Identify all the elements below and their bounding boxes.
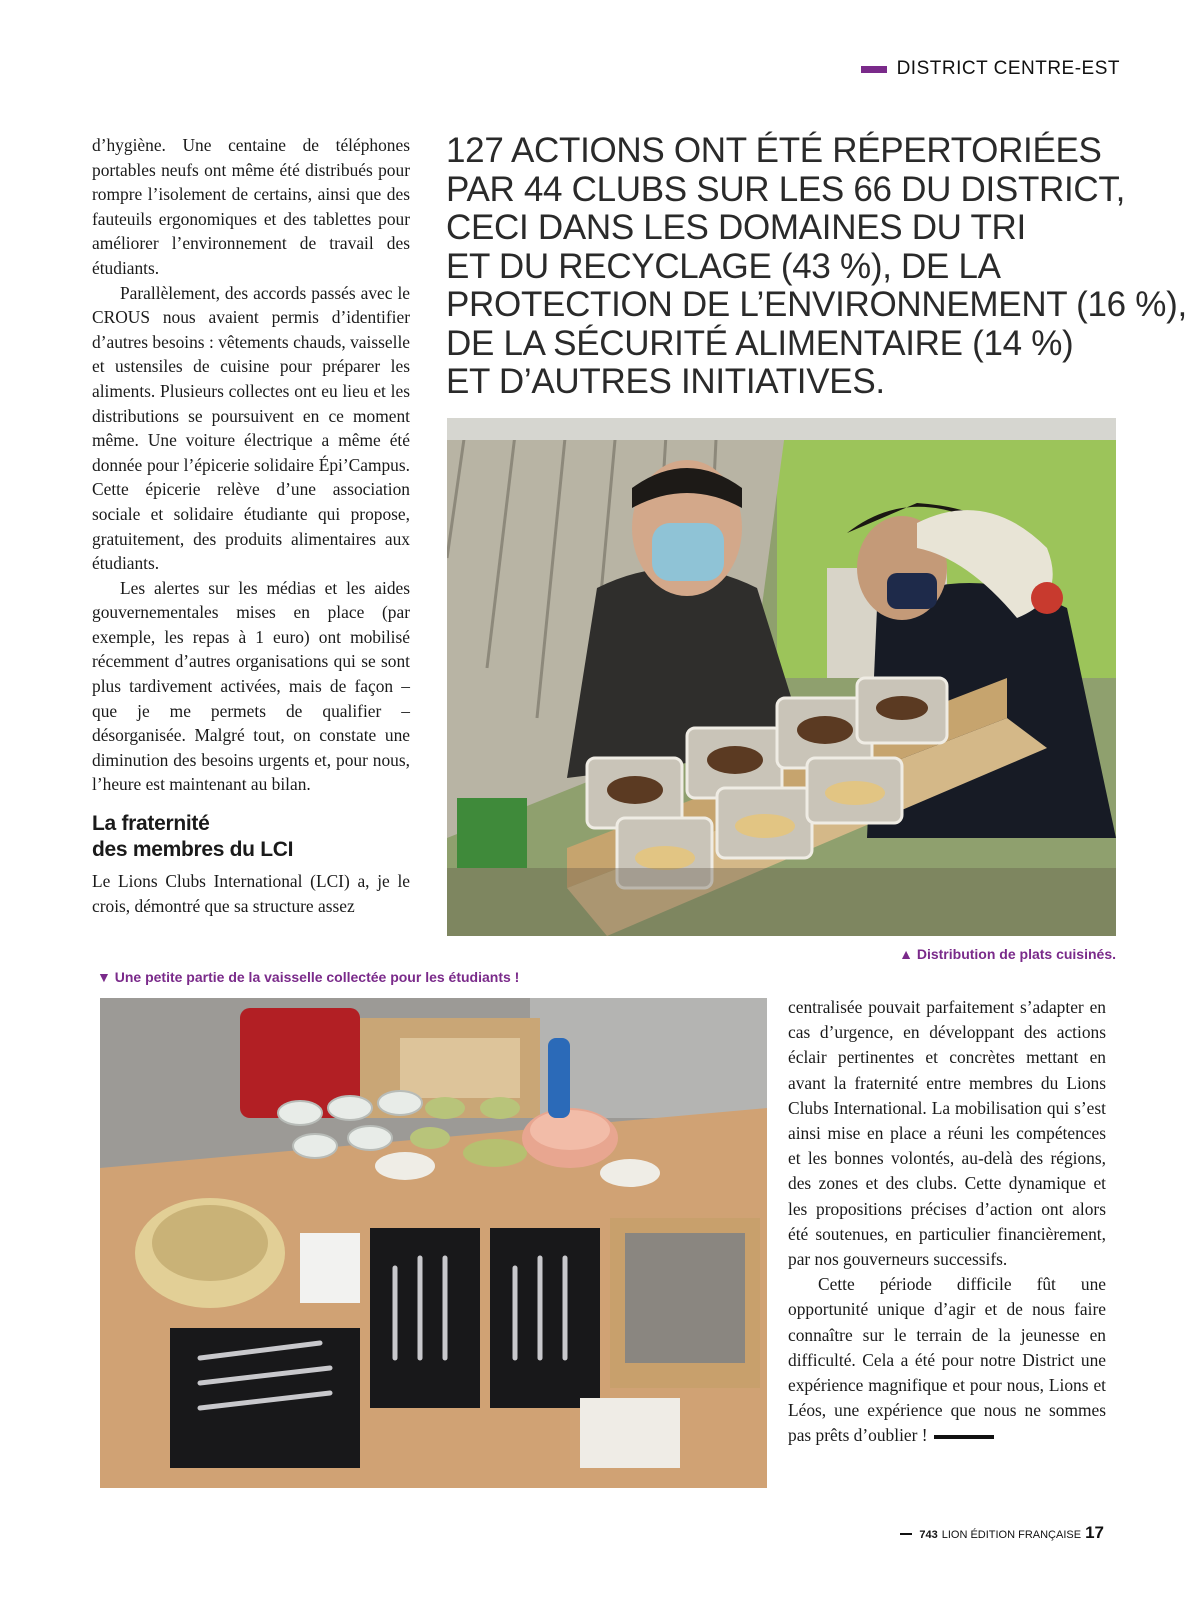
paragraph: Parallèlement, des accords passés avec le CROUS nous avaient permis d’identifier d’autres besoins : vêtements chauds, vaisselle et ustensiles de cuisine pour préparer les aliments. Plusieurs collectes ont eu lieu et les distributions se poursuivent en ce moment même. Une voiture électrique a même été donnée pour l’épicerie solidaire Épi’Campus. Cette épicerie relève d’une association sociale et solidaire étudiante qui propose, gratuitement, des produits alimentaires aux étudiants. — [92, 282, 410, 574]
section-header — [861, 58, 1120, 80]
pull-quote-line: CECI DANS LES DOMAINES DU TRI — [446, 208, 1026, 247]
end-of-article-mark — [934, 1435, 994, 1439]
page-footer — [900, 1523, 1104, 1543]
food-distribution-illustration — [447, 418, 1116, 936]
paragraph: d’hygiène. Une centaine de téléphones portables neufs ont même été distribués pour rompre l’isolement de certains, ainsi que des fauteuils ergonomiques et des tablettes pour améliorer l’environnement de travail des étudiants. — [92, 135, 410, 278]
subheading-line: des membres du LCI — [92, 838, 294, 862]
collected-tableware-photo — [100, 998, 767, 1488]
right-column — [788, 995, 1106, 1449]
page-number: 17 — [1085, 1523, 1104, 1542]
pull-quote — [446, 131, 1187, 402]
publication-name: LION ÉDITION FRANÇAISE — [941, 1529, 1082, 1541]
photo-caption: ▲ Distribution de plats cuisinés. — [899, 946, 1116, 962]
header-accent-bar — [861, 66, 887, 73]
subheading-line: La fraternité — [92, 812, 210, 836]
footer-dash — [900, 1533, 912, 1535]
photo-caption: ▼ Une petite partie de la vaisselle collectée pour les étudiants ! — [97, 969, 520, 985]
pull-quote-line: PAR 44 CLUBS SUR LES 66 DU DISTRICT, — [446, 169, 1126, 209]
paragraph — [788, 1272, 1106, 1448]
food-distribution-photo — [447, 418, 1116, 936]
subheading — [92, 811, 410, 863]
issue-number: 743 — [919, 1529, 938, 1541]
pull-quote-line: ET D’AUTRES INITIATIVES. — [446, 362, 885, 401]
paragraph: Le Lions Clubs International (LCI) a, je le crois, démontré que sa structure assez — [92, 871, 410, 916]
section-title: DISTRICT CENTRE-EST — [896, 58, 1120, 79]
pull-quote-line: PROTECTION DE L’ENVIRONNEMENT (16 %), — [446, 285, 1187, 324]
paragraph: Les alertes sur les médias et les aides gouvernementales mises en place (par exemple, les repas à 1 euro) ont mobilisé récemment d’autres organisations qui se sont plus tardivement activées, mais de façon – que je me permets de qualifier – désorganisée. Malgré tout, on constate une diminution des besoins urgents et, pour nous, l’heure est maintenant au bilan. — [92, 577, 410, 795]
left-column — [92, 133, 410, 918]
pull-quote-line: 127 ACTIONS ONT ÉTÉ RÉPERTORIÉES — [446, 131, 1102, 170]
pull-quote-line: DE LA SÉCURITÉ ALIMENTAIRE (14 %) — [446, 323, 1074, 363]
tableware-illustration — [100, 998, 767, 1488]
paragraph-text: Cette période difficile fût une opportunité unique d’agir et de nous faire connaître sur le terrain de la jeunesse en difficulté. Cela a été pour notre District une expérience magnifique et pour nous, Lions et Léos, une expérience que nous ne sommes pas prêts d’oublier ! — [788, 1274, 1106, 1446]
paragraph: centralisée pouvait parfaitement s’adapter en cas d’urgence, en développant des actions éclair pertinentes et concrètes mettant en avant la fraternité entre membres du Lions Clubs International. La mobilisation qui s’est ainsi mise en place a réuni les compétences et les bonnes volontés, au-delà des régions, des zones et des clubs. Cette dynamique et les propositions précises d’action ont alors été soutenues, en particulier financièrement, par nos gouverneurs successifs. — [788, 997, 1106, 1270]
pull-quote-line: ET DU RECYCLAGE (43 %), DE LA — [446, 246, 1001, 286]
